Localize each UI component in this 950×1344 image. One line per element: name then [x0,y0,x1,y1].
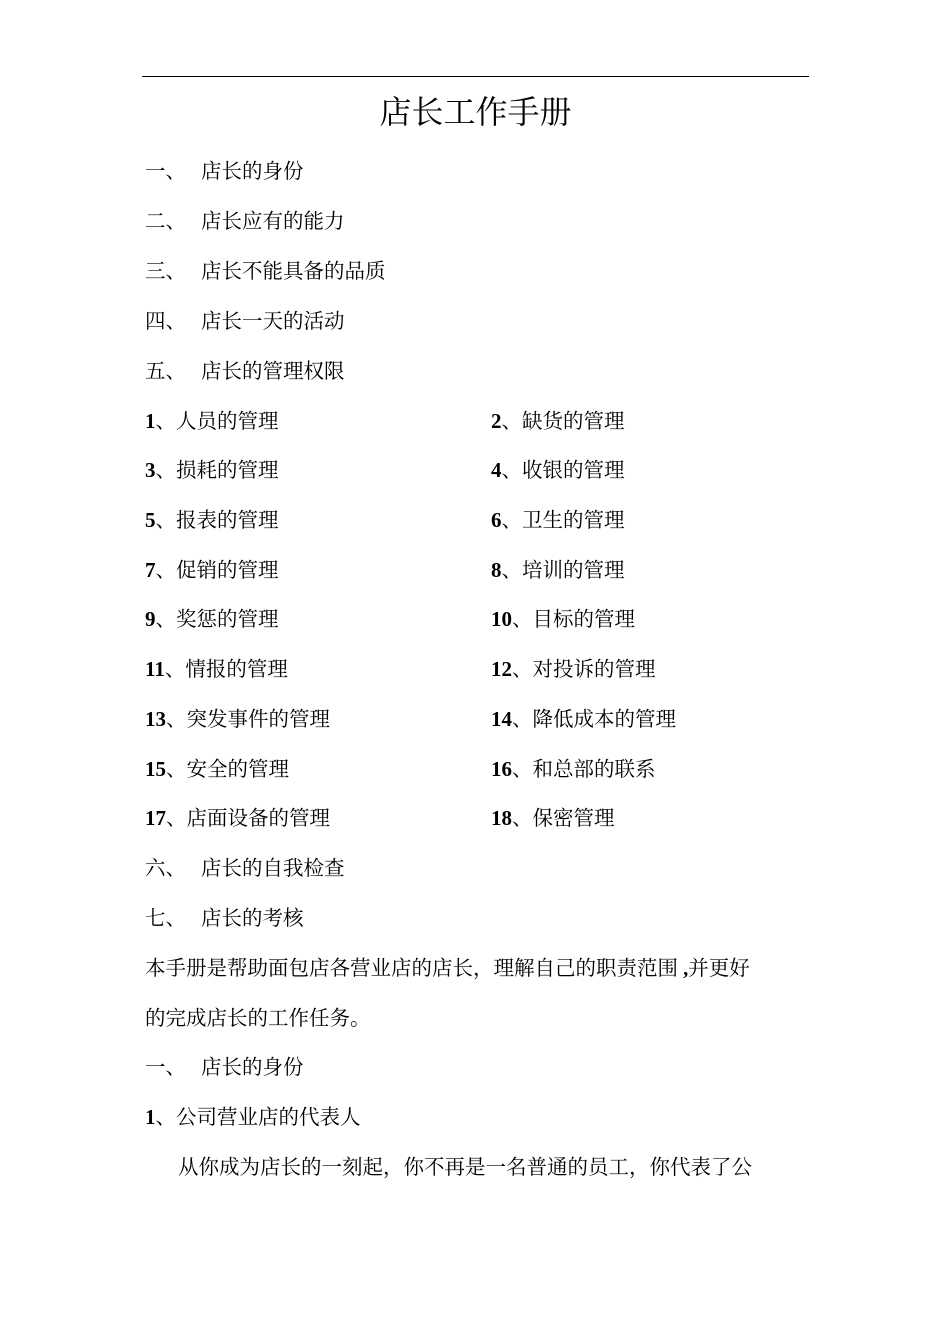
management-item-14: 14、降低成本的管理 [491,707,676,731]
toc-heading-number: 二、 [145,209,186,233]
management-item-12: 12、对投诉的管理 [491,657,656,681]
header-rule [142,76,809,77]
management-item-17: 17、店面设备的管理 [145,806,330,830]
management-item-16: 16、和总部的联系 [491,757,656,781]
management-item-3: 3、损耗的管理 [145,458,279,482]
toc-heading-text: 店长的考核 [201,906,304,930]
section-heading-number: 一、 [145,1055,186,1079]
management-item-18: 18、保密管理 [491,806,615,830]
toc-heading-text: 店长的自我检查 [201,856,345,880]
toc-heading-2 [145,205,345,237]
section-heading-text: 店长的身份 [201,1055,304,1079]
toc-heading-text: 店长的身份 [201,159,304,183]
management-item-10: 10、目标的管理 [491,607,635,631]
toc-heading-5 [145,355,345,387]
intro-paragraph-line-2: 的完成店长的工作任务。 [145,1006,371,1030]
management-item-7: 7、促销的管理 [145,558,279,582]
intro-paragraph-line-1: 本手册是帮助面包店各营业店的店长，理解自己的职责范围 ,并更好 [145,956,750,980]
toc-heading-1 [145,155,304,187]
management-item-13: 13、突发事件的管理 [145,707,330,731]
toc-heading-text: 店长一天的活动 [201,309,345,333]
management-item-15: 15、安全的管理 [145,757,289,781]
toc-heading-7 [145,902,304,934]
toc-heading-text: 店长应有的能力 [201,209,345,233]
toc-heading-text: 店长不能具备的品质 [201,259,386,283]
toc-heading-text: 店长的管理权限 [201,359,345,383]
toc-heading-4 [145,305,345,337]
document-title: 店长工作手册 [379,93,572,131]
management-item-6: 6、卫生的管理 [491,508,625,532]
toc-heading-number: 三、 [145,259,186,283]
management-item-9: 9、奖惩的管理 [145,607,279,631]
section-heading-1 [145,1051,304,1083]
toc-heading-number: 五、 [145,359,186,383]
toc-heading-number: 一、 [145,159,186,183]
toc-heading-number: 四、 [145,309,186,333]
toc-heading-3 [145,255,386,287]
management-item-8: 8、培训的管理 [491,558,625,582]
management-item-11: 11、情报的管理 [145,657,288,681]
body-paragraph-line: 从你成为店长的一刻起，你不再是一名普通的员工，你代表了公 [178,1155,752,1179]
toc-heading-number: 六、 [145,856,186,880]
subsection-heading-1: 1、公司营业店的代表人 [145,1105,361,1129]
management-item-1: 1、人员的管理 [145,409,279,433]
management-item-2: 2、缺货的管理 [491,409,625,433]
management-item-4: 4、收银的管理 [491,458,625,482]
management-item-5: 5、报表的管理 [145,508,279,532]
toc-heading-6 [145,852,345,884]
toc-heading-number: 七、 [145,906,186,930]
